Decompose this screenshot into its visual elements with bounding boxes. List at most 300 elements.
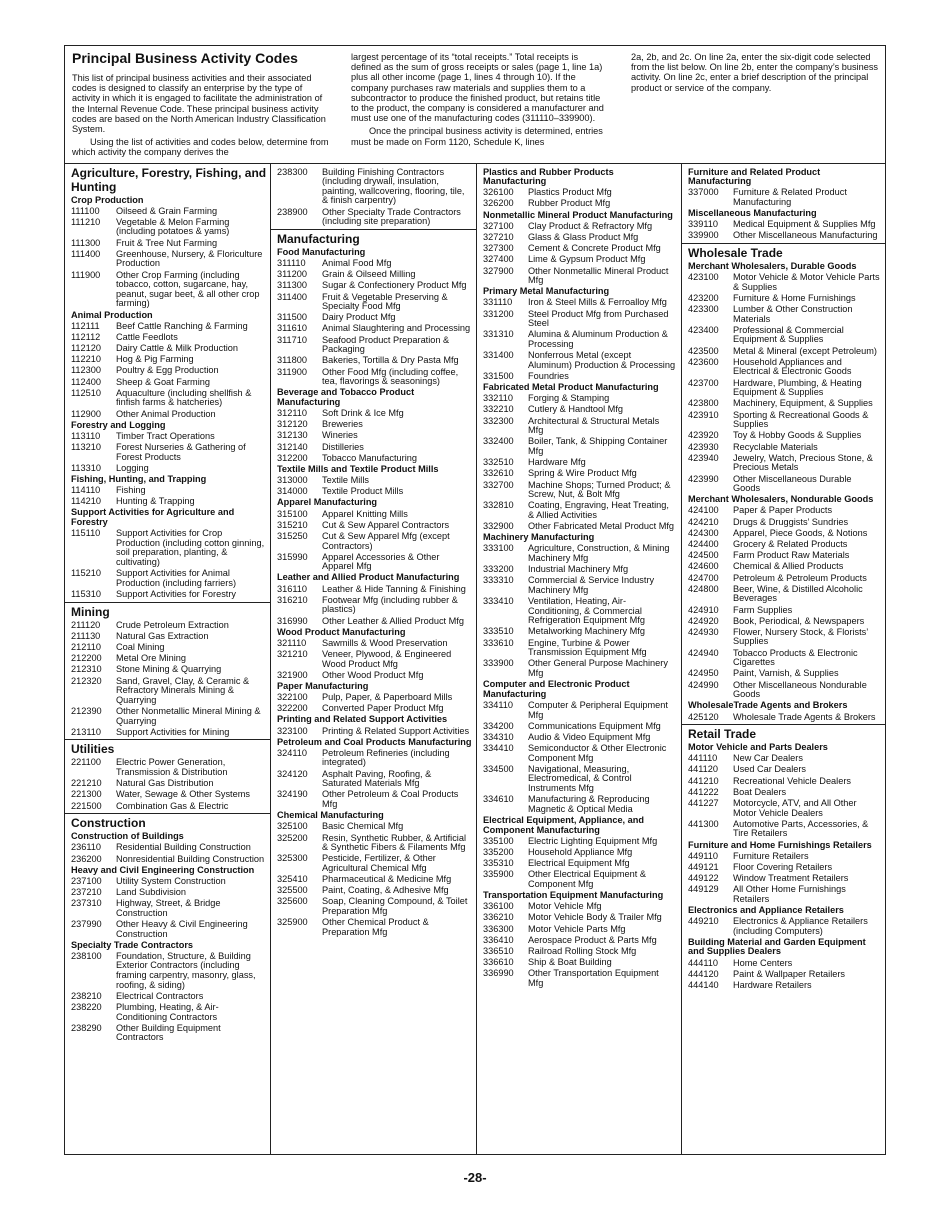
activity-code: 325900 [277,917,308,928]
activity-description: Sheep & Goat Farming [116,376,210,387]
code-row [277,596,473,615]
section-title: Mining [71,604,110,619]
code-row [483,837,678,847]
activity-code: 312120 [277,419,308,430]
code-row [483,902,678,912]
activity-description: Natural Gas Extraction [116,630,209,641]
activity-description: Rubber Product Mfg [528,198,611,209]
activity-description: Asphalt Paving, Roofing, & Saturated Materials Mfg [322,768,432,789]
activity-code: 112112 [71,331,101,342]
activity-description: Paper & Paper Products [733,505,833,516]
code-row [483,958,678,968]
activity-description: Steel Product Mfg from Purchased Steel [528,308,669,329]
activity-description: Petroleum & Petroleum Products [733,572,867,583]
activity-description: Textile Mills [322,475,369,486]
activity-description: Cutlery & Handtool Mfg [528,404,623,415]
activity-code: 331200 [483,308,514,319]
activity-description: Soft Drink & Ice Mfg [322,408,404,419]
subsection-title: Apparel Manufacturing [277,497,378,508]
code-row [688,777,882,787]
code-row [688,518,882,528]
code-row [483,722,678,732]
code-row [688,863,882,873]
activity-code: 444110 [688,957,718,968]
activity-code: 424800 [688,583,719,594]
subsection-title: Paper Manufacturing [277,680,369,691]
activity-description: Paint, Varnish, & Supplies [733,668,839,679]
activity-description: Aerospace Product & Parts Mfg [528,934,657,945]
code-row [71,855,267,865]
activity-description: Cattle Feedlots [116,331,178,342]
activity-description: Wholesale Trade Agents & Brokers [733,711,876,722]
code-row [71,207,267,217]
subsection-title: Furniture and Related Product Manufacturing [688,166,821,187]
code-row [71,389,267,408]
section [682,164,885,244]
code-row [688,294,882,304]
code-row [277,897,473,916]
code-row [688,475,882,494]
activity-code: 325300 [277,853,308,864]
activity-description: Iron & Steel Mills & Ferroalloy Mfg [528,297,667,308]
activity-description: Fishing [116,485,146,496]
activity-description: Hog & Pig Farming [116,354,194,365]
activity-description: Other Heavy & Civil Engineering Construction [116,918,248,939]
activity-code: 221210 [71,778,102,789]
code-row [483,969,678,988]
activity-description: Alumina & Aluminum Production & Processing [528,329,668,349]
activity-code: 238100 [71,950,102,961]
code-row [71,779,267,789]
code-row [71,707,267,726]
activity-code: 423990 [688,473,719,484]
activity-description: Leather & Hide Tanning & Finishing [322,583,466,594]
code-row [71,366,267,376]
activity-description: Converted Paper Product Mfg [322,703,444,714]
code-row [688,917,882,936]
activity-description: Crude Petroleum Extraction [116,619,229,630]
activity-description: Dairy Cattle & Milk Production [116,343,239,354]
code-row [483,255,678,265]
activity-description: Support Activities for Crop Production (including cotton ginning, soil preparation, planting, & cultivating) [116,528,265,567]
activity-description: Other Miscellaneous Nondurable Goods [733,679,867,700]
code-row [688,820,882,839]
activity-description: Natural Gas Distribution [116,778,214,789]
code-row [688,540,882,550]
code-row [277,617,473,627]
intro-paragraph: 2a, 2b, and 2c. On line 2a, enter the six-digit code selected from the list below. On line 2b, enter the company’s business activity. On line 2c, enter a brief description of the principal product or service of the company. [631,52,879,93]
activity-code: 332510 [483,457,514,468]
activity-description: Apparel Accessories & Other Apparel Mfg [322,551,440,572]
activity-code: 332110 [483,393,513,404]
subsection-title: Crop Production [71,194,144,205]
activity-code: 325410 [277,874,308,885]
activity-code: 325500 [277,885,308,896]
activity-description: Semiconductor & Other Electronic Component Mfg [528,743,667,763]
activity-description: Fruit & Tree Nut Farming [116,237,218,248]
activity-code: 112900 [71,408,101,419]
code-row [688,305,882,324]
subsection-title: Animal Production [71,309,153,320]
activity-description: Motor Vehicle Parts Mfg [528,923,626,934]
code-row [483,597,678,626]
code-row [277,431,473,441]
activity-description: Hardware Mfg [528,457,586,468]
code-row [71,843,267,853]
activity-description: Home Centers [733,957,793,968]
activity-code: 316110 [277,583,307,594]
activity-description: Motorcycle, ATV, and All Other Motor Vehicle Dealers [733,798,857,818]
activity-code: 327400 [483,254,514,265]
activity-code: 113310 [71,462,101,473]
code-row [277,443,473,453]
section-title: Utilities [71,742,115,757]
activity-code: 449122 [688,873,719,884]
activity-description: Jewelry, Watch, Precious Stone, & Precious Metals [733,452,873,473]
activity-code: 423100 [688,272,719,283]
activity-code: 335200 [483,846,514,857]
subsection-title: Nonmetallic Mineral Product Manufacturing [483,209,673,220]
activity-code: 321210 [277,649,308,660]
activity-description: Support Activities for Forestry [116,588,236,599]
activity-code: 331110 [483,297,513,308]
activity-code: 327210 [483,231,514,242]
subsection-title: Support Activities for Agriculture and Forestry [71,507,235,527]
activity-code: 334410 [483,743,514,754]
activity-description: Dairy Product Mfg [322,312,396,323]
code-row [483,437,678,456]
activity-code: 441120 [688,764,718,775]
activity-description: Pharmaceutical & Medicine Mfg [322,874,452,885]
activity-description: Building Finishing Contractors (including drywall, insulation, painting, wallcovering, flooring, tile, & finish carpentry) [322,166,465,206]
code-row [277,476,473,486]
code-row [277,324,473,334]
activity-description: Other Animal Production [116,408,216,419]
code-row [71,322,267,332]
code-row [483,859,678,869]
subsection-title: Forestry and Logging [71,419,166,430]
code-column-4 [681,164,885,1155]
code-row [277,727,473,737]
code-row [688,188,882,207]
activity-code: 212390 [71,705,102,716]
code-row [483,733,678,743]
activity-code: 444120 [688,968,719,979]
code-row [71,333,267,343]
activity-code: 311500 [277,312,307,323]
activity-description: Other Miscellaneous Durable Goods [733,473,852,494]
activity-code: 237100 [71,875,102,886]
activity-code: 423500 [688,345,719,356]
code-row [688,411,882,430]
activity-code: 323100 [277,725,308,736]
activity-code: 315210 [277,519,308,530]
activity-description: Support Activities for Mining [116,726,230,737]
code-row [277,650,473,669]
activity-description: Engine, Turbine & Power Transmission Equipment Mfg [528,637,647,658]
code-row [277,749,473,768]
activity-description: Other Building Equipment Contractors [116,1022,221,1043]
code-row [483,627,678,637]
activity-code: 112210 [71,354,101,365]
activity-description: Chemical & Allied Products [733,561,844,572]
activity-description: Other Chemical Product & Preparation Mfg [322,917,429,937]
code-row [688,799,882,818]
code-row [483,330,678,349]
activity-code: 316990 [277,615,308,626]
subsection-title: Petroleum and Coal Products Manufacturing [277,736,472,747]
activity-description: Cement & Concrete Product Mfg [528,243,661,254]
activity-code: 331310 [483,329,514,340]
activity-code: 324190 [277,789,308,800]
code-column-2 [270,164,476,1155]
code-row [277,510,473,520]
code-row [688,852,882,862]
activity-description: Furniture Retailers [733,850,809,861]
code-row [71,443,267,462]
activity-description: Furniture & Related Product Manufacturing [733,187,847,207]
activity-code: 335900 [483,869,514,880]
activity-description: Farm Supplies [733,604,793,615]
activity-code: 333100 [483,543,514,554]
activity-description: Floor Covering Retailers [733,861,833,872]
activity-description: Railroad Rolling Stock Mfg [528,945,637,956]
activity-description: Combination Gas & Electric [116,800,229,811]
code-row [71,758,267,777]
subsection-title: Electronics and Appliance Retailers [688,904,844,915]
activity-description: Hardware Retailers [733,979,812,990]
code-row [483,372,678,382]
subsection-title: Fabricated Metal Product Manufacturing [483,382,659,392]
subsection-title: Miscellaneous Manufacturing [688,207,817,218]
activity-description: Support Activities for Animal Production (including farriers) [116,568,236,588]
activity-code: 332210 [483,404,514,415]
code-row [277,886,473,896]
activity-code: 336100 [483,901,514,912]
code-row [277,854,473,873]
activity-code: 211120 [71,619,101,630]
activity-code: 327300 [483,243,514,254]
activity-code: 236200 [71,853,102,864]
activity-code: 113110 [71,430,101,441]
code-row [71,250,267,269]
code-row [277,420,473,430]
activity-description: Soap, Cleaning Compound, & Toilet Preparation Mfg [322,896,468,917]
activity-code: 424100 [688,505,719,516]
activity-description: Resin, Synthetic Rubber, & Artificial & Synthetic Fibers & Filaments Mfg [322,832,467,853]
activity-code: 423700 [688,377,719,388]
activity-description: Water, Sewage & Other Systems [116,789,250,800]
code-row [688,754,882,764]
activity-code: 315100 [277,508,308,519]
code-row [483,458,678,468]
activity-description: Manufacturing & Reproducing Magnetic & Optical Media [528,794,650,814]
activity-description: Computer & Peripheral Equipment Mfg [528,699,668,720]
activity-code: 237210 [71,887,102,897]
activity-description: Greenhouse, Nursery, & Floriculture Production [116,248,263,269]
activity-description: Other Nonmetallic Mineral Mining & Quarrying [116,705,261,726]
code-row [483,267,678,286]
activity-code: 322200 [277,703,308,714]
intro-paragraph: This list of principal business activities and their associated codes is designed to classify an enterprise by the type of activity in which it is engaged to facilitate the administration of the Internal Revenue Code. These principal business activity codes are based on the North American Industry Classification System. [72,73,326,135]
code-row [483,233,678,243]
activity-code: 322100 [277,692,308,703]
code-row [688,970,882,980]
activity-description: Book, Periodical, & Newspapers [733,615,865,626]
section [682,244,885,725]
intro-column-1 [72,50,332,161]
activity-code: 333510 [483,626,514,637]
activity-description: Metal Ore Mining [116,653,186,664]
code-row [277,585,473,595]
intro-section [65,46,885,163]
activity-code: 238210 [71,990,102,1001]
code-row [688,358,882,377]
activity-description: Architectural & Structural Metals Mfg [528,415,660,436]
activity-code: 337000 [688,187,719,198]
activity-description: Stone Mining & Quarrying [116,664,222,675]
activity-description: Agriculture, Construction, & Mining Machinery Mfg [528,543,670,563]
section [65,164,270,603]
activity-description: Industrial Machinery Mfg [528,564,629,575]
activity-description: Electronics & Appliance Retailers (including Computers) [733,916,868,936]
code-row [483,501,678,520]
activity-description: Apparel, Piece Goods, & Notions [733,527,868,538]
code-row [71,665,267,675]
subsection-title: Building Material and Garden Equipment and Supplies Dealers [688,936,866,957]
activity-code: 331400 [483,350,514,361]
code-row [71,952,267,990]
code-row [688,443,882,453]
activity-code: 324110 [277,747,307,758]
activity-code: 332400 [483,436,514,447]
activity-code: 238220 [71,1002,102,1012]
code-row [71,888,267,898]
section-title: Agriculture, Forestry, Fishing, and Hunting [71,166,267,194]
activity-description: Coating, Engraving, Heat Treating, & Allied Activities [528,500,669,520]
activity-description: Lumber & Other Construction Materials [733,304,853,324]
activity-code: 332700 [483,479,514,490]
subsection-title: Motor Vehicle and Parts Dealers [688,742,828,753]
activity-description: Ventilation, Heating, Air-Conditioning, & Commercial Refrigeration Equipment Mfg [528,596,645,626]
activity-code: 425120 [688,711,719,722]
subsection-title: Printing and Related Support Activities [277,714,448,725]
code-row [277,336,473,355]
code-row [277,918,473,937]
activity-description: Nonresidential Building Construction [116,853,265,864]
activity-description: Plumbing, Heating, & Air-Conditioning Contractors [116,1002,219,1022]
activity-description: Plastics Product Mfg [528,187,612,198]
activity-description: Basic Chemical Mfg [322,821,404,832]
code-row [688,649,882,668]
code-row [277,454,473,464]
activity-code: 424600 [688,561,719,572]
activity-code: 333200 [483,564,514,575]
activity-code: 423930 [688,441,719,452]
activity-code: 112400 [71,376,101,387]
activity-code: 336990 [483,968,514,979]
code-row [277,770,473,789]
activity-code: 311800 [277,355,307,366]
activity-code: 336210 [483,912,514,923]
section [65,740,270,814]
activity-description: Ship & Boat Building [528,957,612,968]
activity-code: 423400 [688,324,719,335]
activity-description: Used Car Dealers [733,764,807,775]
code-row [71,920,267,939]
activity-code: 336510 [483,945,514,956]
subsection-title: Computer and Electronic Product Manufacturing [483,679,630,699]
activity-description: Other Transportation Equipment Mfg [528,968,659,988]
activity-code: 332610 [483,468,514,479]
subsection-title: Wood Product Manufacturing [277,626,406,637]
activity-code: 336300 [483,923,514,934]
activity-code: 326100 [483,187,514,198]
activity-description: Grain & Oilseed Milling [322,269,416,280]
code-row [71,802,267,812]
activity-code: 311110 [277,257,306,268]
activity-description: Other Food Mfg (including coffee, tea, flavorings & seasonings) [322,366,459,387]
code-row [277,822,473,832]
activity-code: 315250 [277,530,308,541]
activity-code: 113210 [71,442,101,453]
intro-column-2 [351,52,606,150]
activity-code: 327900 [483,265,514,276]
page-number: -28- [463,1170,487,1185]
activity-description: Beef Cattle Ranching & Farming [116,320,248,331]
activity-code: 424400 [688,538,719,549]
activity-code: 311900 [277,366,307,377]
code-row [688,220,882,230]
code-column-3 [476,164,681,1155]
activity-code: 424210 [688,516,719,527]
activity-description: Flower, Nursery Stock, & Florists’ Supplies [733,626,868,647]
code-row [277,313,473,323]
activity-code: 111210 [71,216,101,227]
subsection-title: Primary Metal Manufacturing [483,286,610,297]
activity-description: Machinery, Equipment, & Supplies [733,398,873,409]
subsection-title: Fishing, Hunting, and Trapping [71,473,207,484]
activity-code: 311400 [277,291,307,302]
activity-code: 423800 [688,398,719,409]
activity-code: 238900 [277,206,308,217]
activity-description: Professional & Commercial Equipment & Supplies [733,324,844,345]
activity-description: Distilleries [322,441,364,452]
code-row [688,347,882,357]
subsection-title: Chemical Manufacturing [277,810,384,821]
activity-code: 111400 [71,248,101,259]
activity-description: Animal Slaughtering and Processing [322,323,471,334]
activity-description: Textile Product Mills [322,486,404,497]
activity-code: 441110 [688,753,718,764]
code-row [688,713,882,723]
activity-description: Wineries [322,430,358,441]
subsection-title: Textile Mills and Textile Product Mills [277,463,439,474]
activity-code: 334110 [483,699,513,710]
activity-code: 424990 [688,679,719,690]
activity-code: 424300 [688,527,719,538]
activity-code: 333310 [483,575,514,586]
code-row [71,497,267,507]
code-row [277,704,473,714]
code-row [277,409,473,419]
code-row [483,795,678,814]
activity-description: Audio & Video Equipment Mfg [528,731,651,742]
code-row [71,239,267,249]
code-row [71,590,267,600]
activity-code: 441222 [688,786,719,797]
code-row [688,585,882,604]
